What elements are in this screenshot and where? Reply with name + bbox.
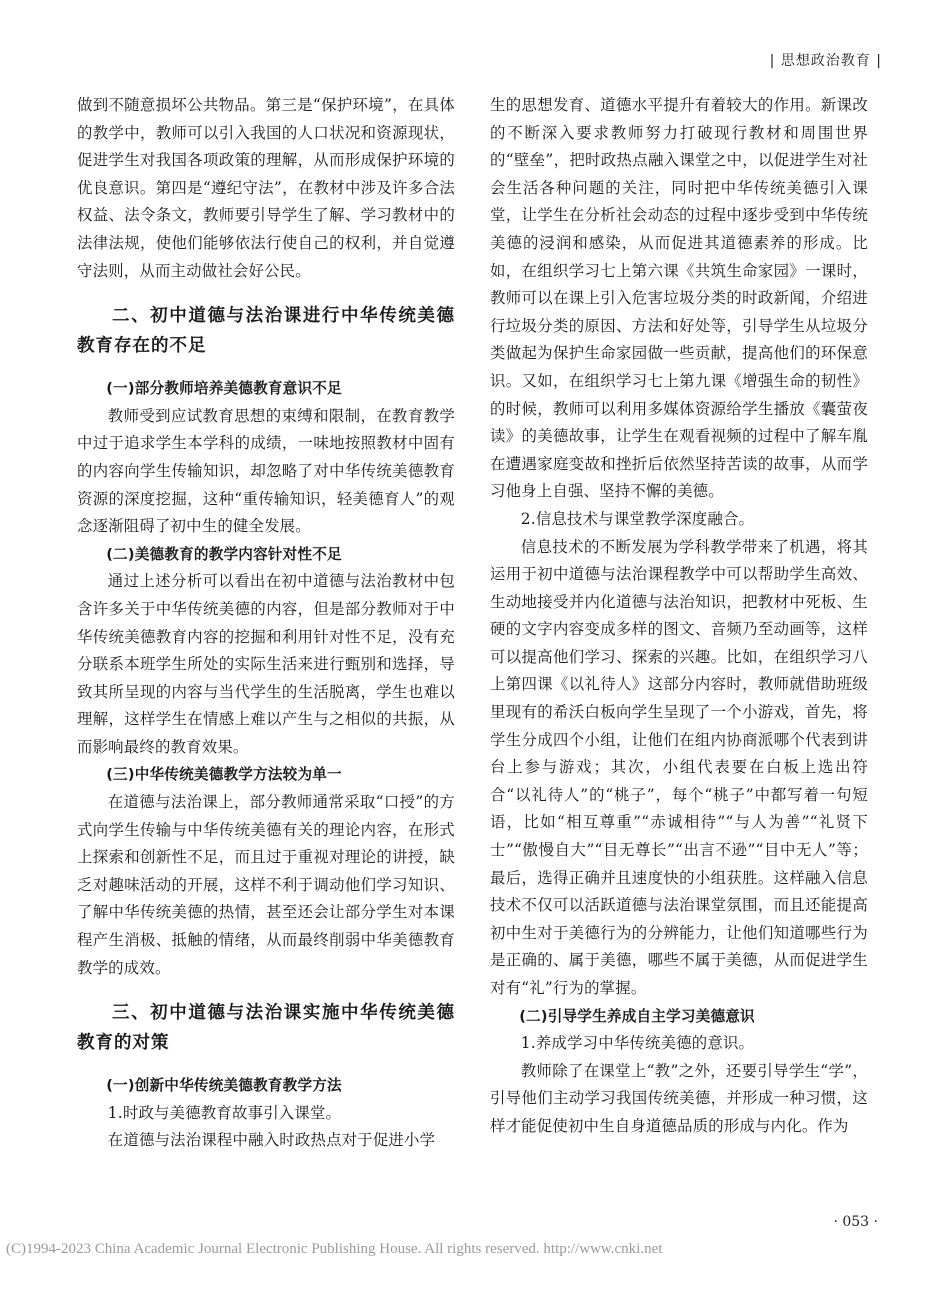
paragraph: 信息技术的不断发展为学科教学带来了机遇，将其运用于初中道德与法治课程教学中可以帮助学生高效、生动地接受并内化道德与法治知识，把教材中死板、生硬的文字内容变成多样的图文、音频乃至动画等，这样可以提高他们学习、探索的兴趣。比如，在组织学习八上第四课《以礼待人》这部分内容时，教师就借助班级里现有的希沃白板向学生呈现了一个小游戏，首先，将学生分成四个小组，让他们在组内协商派哪个代表到讲台上参与游戏；其次，小组代表要在白板上选出符合“以礼待人”的“桃子”，每个“桃子”中都写着一句短语，比如“相互尊重”“赤诚相待”“与人为善”“礼贤下士”“傲慢自大”“目无尊长”“出言不逊”“目中无人”等；最后，选得正确并且速度快的小组获胜。这样融入信息技术不仅可以活跃道德与法治课堂氛围，而且还能提高初中生对于美德行为的分辨能力，让他们知道哪些行为是正确的、属于美德，哪些不属于美德，从而促进学生对有“礼”行为的掌握。 <box>490 537 868 997</box>
right-column <box>490 92 868 1141</box>
running-head: | 思想政治教育 | <box>769 53 882 69</box>
paragraph: 通过上述分析可以看出在初中道德与法治教材中包含许多关于中华传统美德的内容，但是部分教师对于中华传统美德教育内容的挖掘和利用针对性不足，没有充分联系本班学生所处的实际生活来进行甄别和选择，导致其所呈现的内容与当代学生的生活脱离，学生也难以理解，这样学生在情感上难以产生与之相似的共振，从而影响最终的教育效果。 <box>77 572 455 756</box>
section-heading-2: 二、初中道德与法治课进行中华传统美德教育存在的不足 <box>77 306 455 357</box>
subheading-2-1: (一)部分教师培养美德教育意识不足 <box>106 380 342 398</box>
list-item: 2.信息技术与课堂教学深度融合。 <box>520 509 755 528</box>
copyright-notice: (C)1994-2023 China Academic Journal Electronic Publishing House. All rights reserved. http://www.cnki.net <box>6 1241 663 1257</box>
paragraph: 教师受到应试教育思想的束缚和限制，在教育教学中过于追求学生本学科的成绩，一味地按照教材中固有的内容向学生传输知识，却忽略了对中华传统美德教育资源的深度挖掘，这种“重传输知识，轻美德育人”的观念逐渐阻碍了初中生的健全发展。 <box>77 406 455 536</box>
subheading-3-2: (二)引导学生养成自主学习美德意识 <box>519 1007 755 1025</box>
paragraph: 做到不随意损坏公共物品。第三是“保护环境”，在具体的教学中，教师可以引入我国的人口状况和资源现状，促进学生对我国各项政策的理解，从而形成保护环境的优良意识。第四是“遵纪守法”，在教材中涉及许多合法权益、法令条文，教师要引导学生了解、学习教材中的法律法规，使他们能够依法行使自己的权利，并自觉遵守法则，从而主动做社会好公民。 <box>77 96 455 280</box>
subheading-2-2: (二)美德教育的教学内容针对性不足 <box>106 545 342 563</box>
left-column <box>77 92 455 1155</box>
subheading-2-3: (三)中华传统美德教学方法较为单一 <box>106 766 342 784</box>
subheading-3-1: (一)创新中华传统美德教育教学方法 <box>106 1077 342 1095</box>
list-item: 1.养成学习中华传统美德的意识。 <box>520 1034 755 1053</box>
section-heading-3: 三、初中道德与法治课实施中华传统美德教育的对策 <box>77 1003 455 1054</box>
paragraph: 在道德与法治课上，部分教师通常采取“口授”的方式向学生传输与中华传统美德有关的理论内容，在形式上探索和创新性不足，而且过于重视对理论的讲授，缺乏对趣味活动的开展，这样不利于调动他们学习知识、了解中华传统美德的热情，甚至还会让部分学生对本课程产生消极、抵触的情绪，从而最终削弱中华美德教育教学的成效。 <box>77 793 455 977</box>
paragraph: 生的思想发育、道德水平提升有着较大的作用。新课改的不断深入要求教师努力打破现行教材和周围世界的“壁垒”，把时政热点融入课堂之中，以促进学生对社会生活各种问题的关注，同时把中华传统美德引入课堂，让学生在分析社会动态的过程中逐步受到中华传统美德的浸润和感染，从而促进其道德素养的形成。比如，在组织学习七上第六课《共筑生命家园》一课时，教师可以在课上引入危害垃圾分类的时政新闻，介绍进行垃圾分类的原因、方法和好处等，引导学生从垃圾分类做起为保护生命家园做一些贡献，提高他们的环保意识。又如，在组织学习七上第九课《增强生命的韧性》的时候，教师可以利用多媒体资源给学生播放《囊萤夜读》的美德故事，让学生在观看视频的过程中了解车胤在遭遇家庭变故和挫折后依然坚持苦读的故事，从而学习他身上自强、坚持不懈的美德。 <box>490 96 868 501</box>
paragraph: 在道德与法治课程中融入时政热点对于促进小学 <box>107 1131 436 1150</box>
paragraph: 教师除了在课堂上“教”之外，还要引导学生“学”，引导他们主动学习我国传统美德，并形成一种习惯，这样才能促使初中生自身道德品质的形成与内化。作为 <box>490 1061 868 1135</box>
page-number: · 053 · <box>833 1214 878 1230</box>
list-item: 1.时政与美德教育故事引入课堂。 <box>107 1103 342 1122</box>
